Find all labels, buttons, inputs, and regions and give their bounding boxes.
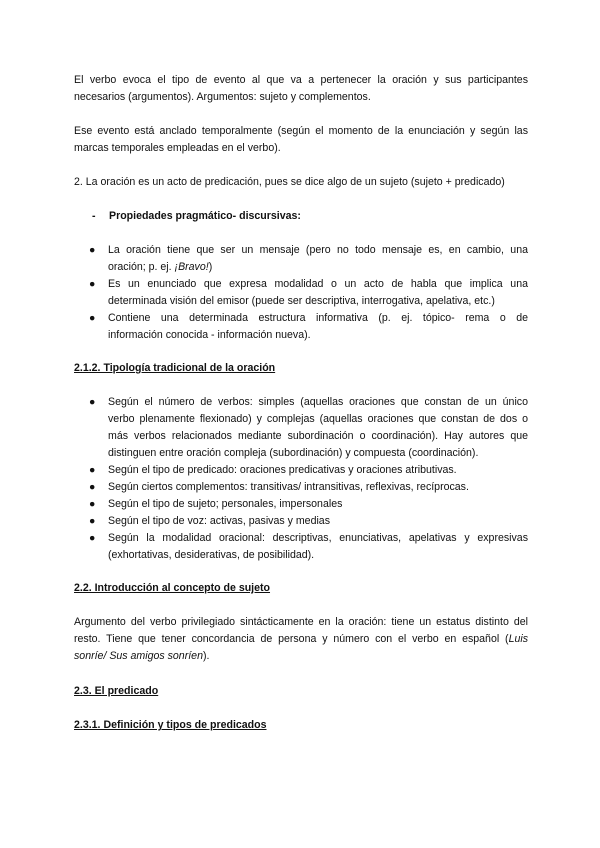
text-line: información conocida - información nueva). — [108, 329, 311, 341]
bullet-icon: ● — [89, 532, 96, 544]
list-item — [74, 479, 528, 496]
list-item — [74, 394, 528, 462]
bullet-icon: ● — [89, 498, 96, 510]
text-line: Según ciertos complementos: transitivas/ intransitivas, reflexivas, recíprocas. — [108, 481, 469, 493]
text-line: distinguen entre oración compleja (subordinación) y compuesta (coordinación). — [108, 447, 479, 459]
text-line: sonríe/ Sus amigos sonríen). — [74, 650, 210, 662]
heading-2-1-2: 2.1.2. Tipología tradicional de la oración — [74, 362, 276, 374]
text-line: Según el número de verbos: simples (aquellas oraciones que constan de un único — [108, 396, 528, 408]
bullet-icon: ● — [89, 244, 96, 256]
text-line: más verbos relacionados mediante subordinación o coordinación). Hay autores que — [108, 430, 528, 442]
dash-marker: - — [92, 210, 96, 222]
text-line: necesarios (argumentos). Argumentos: sujeto y complementos. — [74, 91, 371, 103]
text-line: Según la modalidad oracional: descriptivas, enunciativas, apelativas y expresivas — [108, 532, 528, 544]
text-line: La oración tiene que ser un mensaje (pero no todo mensaje es, en cambio, una — [108, 244, 528, 256]
bullet-icon: ● — [89, 278, 96, 290]
list-item — [74, 462, 528, 479]
text-line: Es un enunciado que expresa modalidad o un acto de habla que implica una — [108, 278, 528, 290]
heading-2-3-1: 2.3.1. Definición y tipos de predicados — [74, 719, 267, 731]
text-line: determinada visión del emisor (puede ser descriptiva, interrogativa, apelativa, etc.) — [108, 295, 495, 307]
text-line: El verbo evoca el tipo de evento al que va a pertenecer la oración y sus participantes — [74, 74, 528, 86]
subject-definition-paragraph — [74, 614, 528, 665]
heading-2-2: 2.2. Introducción al concepto de sujeto — [74, 582, 271, 594]
paragraph-temporal-anchor — [74, 123, 528, 157]
text-line: (exhortativas, desiderativas, de posibilidad). — [108, 549, 315, 561]
list-item — [74, 242, 528, 276]
pragmatic-properties-heading — [92, 208, 301, 225]
text-line: Según el tipo de voz: activas, pasivas y medias — [108, 515, 330, 527]
list-item — [74, 276, 528, 310]
text-line: Según el tipo de predicado: oraciones predicativas y oraciones atributivas. — [108, 464, 457, 476]
list-item — [74, 496, 528, 513]
text-line: Ese evento está anclado temporalmente (según el momento de la enunciación y según las — [74, 125, 528, 137]
text-line: oración; p. ej. ¡Bravo!) — [108, 261, 213, 273]
text-line: Según el tipo de sujeto; personales, impersonales — [108, 498, 343, 510]
heading-text: Propiedades pragmático- discursivas: — [109, 210, 301, 222]
text-line: resto. Tiene que tener concordancia de persona y número con el verbo en español (Luis — [74, 633, 528, 645]
list-item — [74, 530, 528, 564]
text-line: verbo plenamente flexionado) y complejas (aquellas oraciones que constan de dos o — [108, 413, 528, 425]
bullet-icon: ● — [89, 396, 96, 408]
bullet-icon: ● — [89, 464, 96, 476]
text-line: Contiene una determinada estructura informativa (p. ej. tópico- rema o de — [108, 312, 528, 324]
text-line: 2. La oración es un acto de predicación, pues se dice algo de un sujeto (sujeto + predicado) — [74, 176, 505, 188]
point-2-predication — [74, 174, 528, 191]
paragraph-verb-event — [74, 72, 528, 106]
bullet-icon: ● — [89, 515, 96, 527]
list-item — [74, 513, 528, 530]
pragmatic-properties-list — [74, 242, 528, 344]
typology-list — [74, 394, 528, 564]
bullet-icon: ● — [89, 312, 96, 324]
list-item — [74, 310, 528, 344]
heading-2-3: 2.3. El predicado — [74, 685, 159, 697]
text-line: Argumento del verbo privilegiado sintácticamente en la oración: tiene un estatus distinto del — [74, 616, 528, 628]
bullet-icon: ● — [89, 481, 96, 493]
text-line: marcas temporales empleadas en el verbo). — [74, 142, 281, 154]
